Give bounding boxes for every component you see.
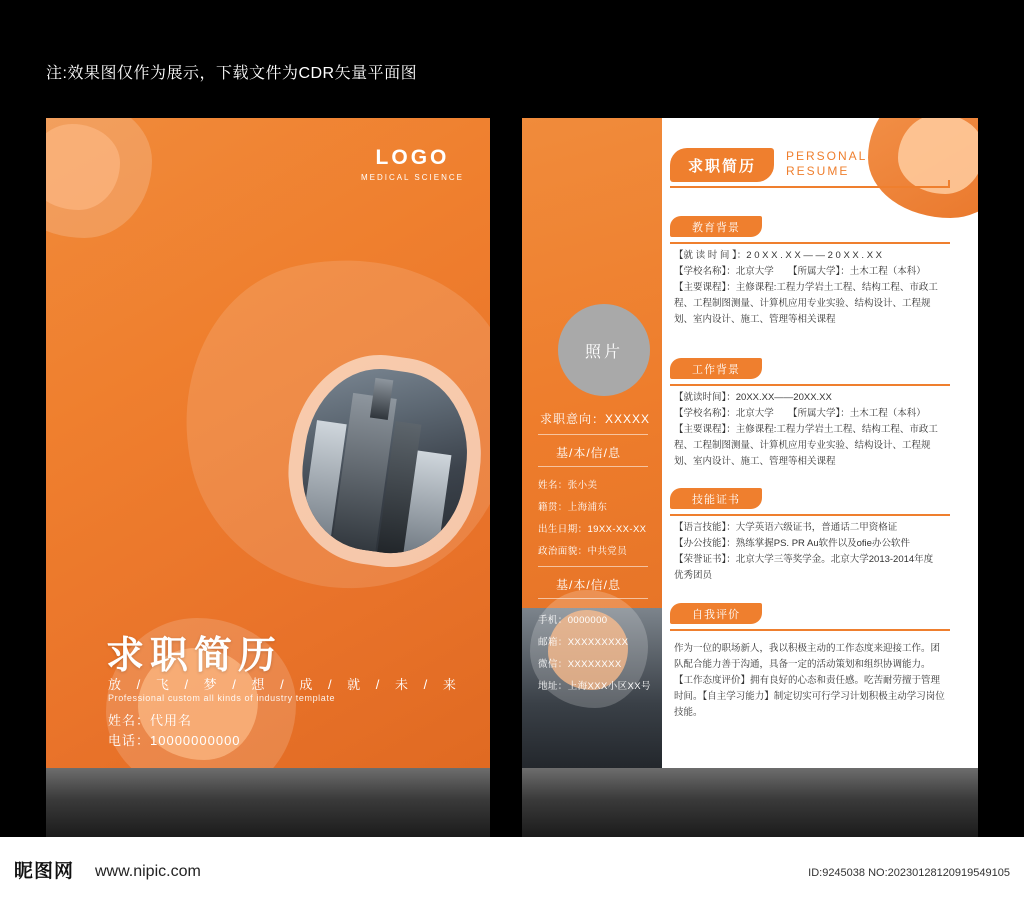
section-line: 队配合能力善于沟通，具备一定的活动策划和组织协调能力。 xyxy=(674,659,931,670)
sidebar-info-line: 出生日期：19XX-XX-XX xyxy=(538,524,647,535)
section-work-tag: 工作背景 xyxy=(670,358,762,379)
cover-name: 姓名：代用名 xyxy=(108,713,193,728)
sidebar-contact-line: 邮箱：XXXXXXXXX xyxy=(538,637,629,648)
cover-phone: 电话：10000000000 xyxy=(108,733,241,748)
section-skills-tag: 技能证书 xyxy=(670,488,762,509)
section-work-rule xyxy=(670,384,950,386)
resume-header-en xyxy=(786,149,867,179)
cover-logo xyxy=(361,146,464,182)
cover-subtitle-en: Professional custom all kinds of industry template xyxy=(108,693,336,703)
right-poster-reflection xyxy=(522,768,978,838)
section-skills-rule xyxy=(670,514,950,516)
left-poster-cover xyxy=(46,118,490,768)
photo-placeholder: 照片 xyxy=(558,304,650,396)
sidebar-divider-4 xyxy=(538,598,648,599)
section-line: 时间。【自主学习能力】制定切实可行学习计划积极主动学习岗位 xyxy=(674,691,945,702)
site-url[interactable]: www.nipic.com xyxy=(95,863,201,880)
section-line: 作为一位的职场新人，我以积极主动的工作态度来迎接工作。团 xyxy=(674,643,941,654)
section-line: 【主要课程】：主修课程:工程力学岩土工程、结构工程、市政工 xyxy=(674,282,938,293)
section-self-evaluation-rule xyxy=(670,629,950,631)
sidebar-divider-3 xyxy=(538,566,648,567)
section-line: 【荣誉证书】：北京大学三等奖学金。北京大学2013-2014年度 xyxy=(674,554,934,565)
cover-subtitle-cn: 放 / 飞 / 梦 / 想 / 成 / 就 / 未 / 来 xyxy=(108,677,462,692)
section-line: 【语言技能】：大学英语六级证书，普通话二甲资格证 xyxy=(674,522,898,533)
section-line: 【就读时间】：20XX.XX——20XX.XX xyxy=(674,392,832,403)
section-line: 【学校名称】：北京大学 【所属大学】：土木工程（本科） xyxy=(674,266,926,277)
cover-logo-sub: MEDICAL SCIENCE xyxy=(360,173,464,182)
footer-bar xyxy=(0,837,1024,899)
section-line: 优秀团员 xyxy=(674,570,713,581)
resume-header-tag: 求职简历 xyxy=(670,148,774,182)
section-line: 划、室内设计、施工、管理等相关课程 xyxy=(674,456,836,467)
section-line: 【办公技能】：熟练掌握PS. PR Au软件以及ofie办公软件 xyxy=(674,538,910,549)
sidebar-divider-2 xyxy=(538,466,648,467)
section-line: 程、工程制图测量、计算机应用专业实验、结构设计、工程规 xyxy=(674,440,931,451)
preview-note: 注:效果图仅作为展示，下载文件为CDR矢量平面图 xyxy=(46,65,418,82)
resume-header-rule xyxy=(670,186,950,188)
section-line: 【学校名称】：北京大学 【所属大学】：土木工程（本科） xyxy=(674,408,926,419)
sidebar-info-line: 政治面貌：中共党员 xyxy=(538,546,628,557)
cover-logo-main: LOGO xyxy=(375,146,450,169)
sidebar-block1-title: 基/本/信/息 xyxy=(556,446,622,460)
resume-header xyxy=(670,146,950,188)
sidebar-info-line: 籍贯：上海浦东 xyxy=(538,502,608,513)
section-skills-body xyxy=(674,520,950,584)
section-line: 程、工程制图测量、计算机应用专业实验、结构设计、工程规 xyxy=(674,298,931,309)
section-work-body xyxy=(674,390,950,470)
section-education-body xyxy=(674,248,950,328)
sidebar-block2-title: 基/本/信/息 xyxy=(556,578,622,592)
section-line: 【工作态度评价】拥有良好的心态和责任感。吃苦耐劳擅于管理 xyxy=(674,675,941,686)
sidebar-info-line: 姓名：张小美 xyxy=(538,480,598,491)
right-poster-inner-page xyxy=(522,118,978,768)
left-poster-reflection xyxy=(46,768,490,838)
sidebar-contact-line: 手机：0000000 xyxy=(538,615,608,626)
sidebar-contact-line: 地址：上海XXX小区XX号 xyxy=(538,681,651,692)
asset-id: ID:9245038 NO:20230128120919549105 xyxy=(808,867,1010,879)
resume-header-en-line2: RESUME xyxy=(786,164,850,178)
section-line: 划、室内设计、施工、管理等相关课程 xyxy=(674,314,836,325)
section-line: 【就 读 时 间 】：2 0 X X . X X — — 2 0 X X . X X xyxy=(674,250,883,261)
section-self-evaluation-tag: 自我评价 xyxy=(670,603,762,624)
cover-title: 求职简历 xyxy=(106,635,283,677)
sidebar-divider-1 xyxy=(538,434,648,435)
section-education-tag: 教育背景 xyxy=(670,216,762,237)
job-intention: 求职意向：XXXXX xyxy=(540,412,651,426)
section-self-evaluation-body xyxy=(674,641,950,721)
section-line: 【主要课程】：主修课程:工程力学岩土工程、结构工程、市政工 xyxy=(674,424,938,435)
resume-header-en-line1: PERSONAL xyxy=(786,149,868,163)
resume-sidebar xyxy=(522,118,662,768)
sidebar-contact-line: 微信：XXXXXXXX xyxy=(538,659,622,670)
section-education-rule xyxy=(670,242,950,244)
section-line: 技能。 xyxy=(674,707,703,718)
site-logo: 昵图网 xyxy=(14,861,75,882)
